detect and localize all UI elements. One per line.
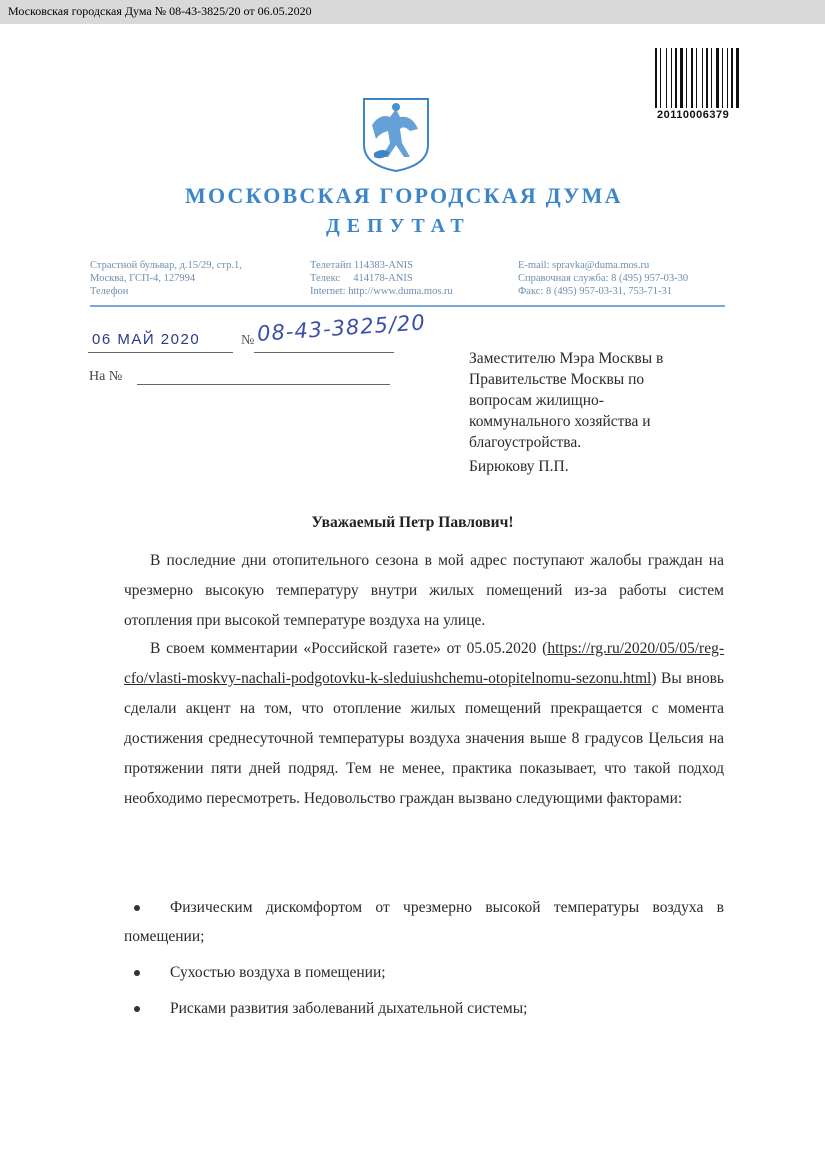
barcode-bar xyxy=(671,48,672,108)
barcode-bar xyxy=(711,48,712,108)
contact-line: Справочная служба: 8 (495) 957-03-30 xyxy=(518,273,689,284)
address-block xyxy=(90,259,242,298)
list-item: Сухостью воздуха в помещении; xyxy=(124,958,724,987)
letter-greeting: Уважаемый Петр Павлович! xyxy=(311,514,514,531)
document-header-bar xyxy=(0,0,825,24)
reply-to-label: На № xyxy=(89,369,123,384)
letterhead-divider xyxy=(90,305,725,307)
body-paragraph xyxy=(124,634,724,814)
telecom-block xyxy=(310,259,453,298)
address-line: Страстной бульвар, д.15/29, стр.1, xyxy=(90,260,242,271)
list-item: Физическим дискомфортом от чрезмерно высокой температуры воздуха в помещении; xyxy=(124,899,724,945)
bullet-icon xyxy=(134,905,140,911)
barcode-image xyxy=(655,48,743,108)
body-paragraph: В последние дни отопительного сезона в мой адрес поступают жалобы граждан на чрезмерно высокую температуру внутри жилых помещений из-за работы систем отопления при высокой температуре воздуха на улице. xyxy=(124,552,724,629)
outgoing-number-label: № xyxy=(241,333,255,348)
addressee-title: Заместителю Мэра Москвы в Правительстве Москвы по вопросам жилищно- коммунального хозяйства и благоустройства. xyxy=(469,350,664,451)
barcode-bar xyxy=(675,48,677,108)
barcode-bar xyxy=(702,48,703,108)
barcode-bar xyxy=(680,48,683,108)
barcode-bar xyxy=(731,48,733,108)
date-stamp: 06 МАЙ 2020 xyxy=(92,331,201,348)
barcode-bar xyxy=(691,48,693,108)
number-underline xyxy=(254,352,394,353)
contact-block xyxy=(518,259,688,298)
article-link[interactable]: https://rg.ru/2020/05/05/reg-cfo/vlasti-moskvy-nachali-podgotovku-k-sleduiushchemu-otopitelnomu-sezonu.html xyxy=(124,640,724,687)
date-underline xyxy=(88,352,233,353)
barcode-bar xyxy=(706,48,708,108)
telecom-line: Телетайп 114383-ANIS xyxy=(310,260,413,271)
barcode-bar xyxy=(666,48,667,108)
telecom-line: Телекс 414178-ANIS xyxy=(310,273,413,284)
barcode-bar xyxy=(722,48,723,108)
barcode-bar xyxy=(660,48,661,108)
position-title: ДЕПУТАТ xyxy=(326,215,471,237)
barcode-number: 20110006379 xyxy=(657,109,730,121)
contact-line: E-mail: spravka@duma.mos.ru xyxy=(518,260,650,271)
contact-line: Факс: 8 (495) 957-03-31, 753-71-31 xyxy=(518,286,672,297)
paragraph-text: ) Вы вновь сделали акцент на том, что отопление жилых помещений прекращается с момента достижения среднесуточной температуры воздуха значения выше 8 градусов Цельсия на протяжении пяти дней подряд. Тем не менее, практика показывает, что такой подход необходимо пересмотреть. Недовольство граждан вызвано следующими факторами: xyxy=(124,670,724,807)
reply-to-underline xyxy=(137,384,390,385)
barcode-bar xyxy=(727,48,728,108)
factors-list xyxy=(124,893,724,1030)
barcode-bar xyxy=(696,48,697,108)
list-item: Рисками развития заболеваний дыхательной системы; xyxy=(124,994,724,1023)
telecom-line: Internet: http://www.duma.mos.ru xyxy=(310,286,453,297)
bullet-icon xyxy=(134,970,140,976)
organization-title: МОСКОВСКАЯ ГОРОДСКАЯ ДУМА xyxy=(185,183,623,208)
bullet-icon xyxy=(134,1006,140,1012)
addressee-name: Бирюкову П.П. xyxy=(469,458,569,475)
document-header-text: Московская городская Дума № 08-43-3825/20 от 06.05.2020 xyxy=(8,4,312,18)
barcode-bar xyxy=(716,48,719,108)
address-line: Москва, ГСП-4, 127994 xyxy=(90,273,196,284)
outgoing-number-handwritten: 08-43-3825/20 xyxy=(256,310,427,346)
moscow-coat-of-arms-icon xyxy=(360,95,432,173)
barcode-bar xyxy=(655,48,657,108)
barcode-bar xyxy=(686,48,687,108)
paragraph-text: В своем комментарии «Российской газете» от 05.05.2020 ( xyxy=(150,640,548,657)
barcode-bar xyxy=(736,48,739,108)
address-line: Телефон xyxy=(90,286,129,297)
